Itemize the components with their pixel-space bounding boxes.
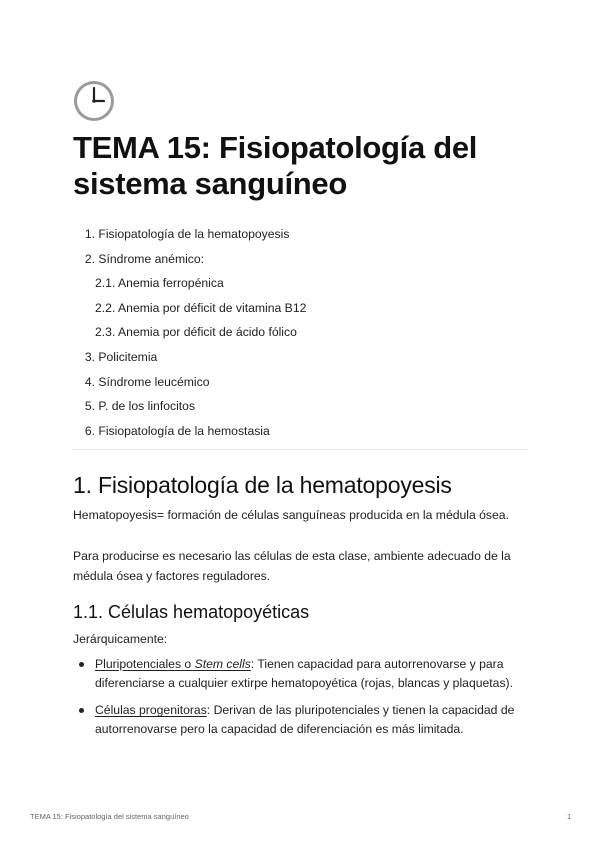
paragraph-intro: Jerárquicamente:	[73, 632, 168, 646]
toc-item[interactable]: 5. P. de los linfocitos	[84, 399, 196, 414]
bullet-dot	[79, 708, 84, 713]
term-link[interactable]: Pluripotenciales o Stem cells	[95, 657, 251, 671]
section-heading: 1. Fisiopatología de la hematopoyesis	[73, 472, 452, 498]
list-item: Células progenitoras: Derivan de las pluripotenciales y tienen la capacidad de autorrenovarse pero la capacidad de diferenciación es más limitada.	[73, 701, 533, 738]
subsection-heading: 1.1. Células hematopoyéticas	[73, 602, 310, 622]
toc-item[interactable]: 1. Fisiopatología de la hematopoyesis	[84, 227, 290, 241]
list-item: Pluripotenciales o Stem cells: Tienen capacidad para autorrenovarse y para diferenciarse a cualquier extirpe hematopoyética (rojas, blancas y plaquetas).	[73, 655, 533, 692]
divider	[73, 449, 528, 450]
toc-subitem[interactable]: 2.2. Anemia por déficit de vitamina B12	[95, 300, 307, 315]
toc-item[interactable]: 3. Policitemia	[84, 349, 158, 364]
term-link[interactable]: Células progenitoras	[95, 703, 207, 718]
page-title: TEMA 15: Fisiopatología del sistema sanguíneo	[73, 130, 478, 201]
toc-item[interactable]: 2. Síndrome anémico:	[84, 251, 205, 266]
toc-subitem[interactable]: 2.3. Anemia por déficit de ácido fólico	[95, 325, 297, 340]
clock-icon	[73, 80, 115, 122]
paragraph-definition: Hematopoyesis= formación de células sanguíneas producida en la médula ósea.	[73, 508, 509, 522]
footer-title: TEMA 15: Fisiopatología del sistema sanguíneo	[30, 812, 189, 821]
toc-item[interactable]: 6. Fisiopatología de la hemostasia	[84, 423, 270, 438]
paragraph-requirements: Para producirse es necesario las células de esta clase, ambiente adecuado de la médula ósea y factores reguladores.	[73, 549, 511, 583]
bullet-dot	[79, 662, 84, 667]
page-number: 1	[567, 812, 572, 821]
toc-item[interactable]: 4. Síndrome leucémico	[84, 374, 210, 389]
table-of-contents	[73, 224, 528, 445]
bullet-list	[73, 655, 533, 738]
toc-subitem[interactable]: 2.1. Anemia ferropénica	[95, 276, 224, 291]
